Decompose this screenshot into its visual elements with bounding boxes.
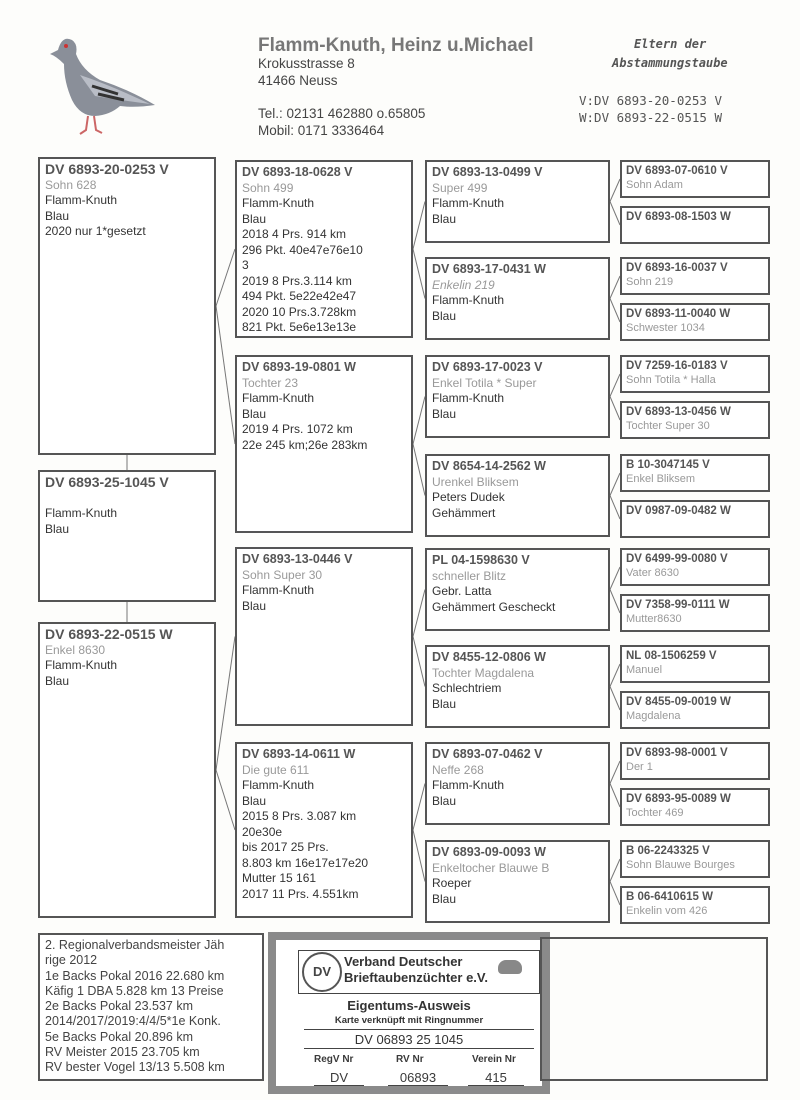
subject-box: [38, 470, 216, 602]
pigeon-name: Sohn Super 30: [242, 567, 323, 582]
detail-line: Flamm-Knuth: [432, 778, 505, 792]
card-header-regv: RegV Nr: [314, 1054, 354, 1065]
detail-line: 2019 4 Prs. 1072 km: [242, 422, 353, 436]
card-title: Eigentums-Ausweis: [347, 998, 471, 1013]
great-great-grandparent-box: [620, 206, 770, 244]
detail-line: 2020 10 Prs.3.728km: [242, 304, 357, 319]
achievement-line: 2e Backs Pokal 23.537 km: [45, 999, 193, 1014]
card-org-line-1: Verband Deutscher: [344, 954, 463, 969]
connector-line: [610, 179, 620, 202]
detail-line: 20e30e: [242, 824, 283, 839]
vdbt-logo-icon: DV: [302, 952, 342, 992]
pigeon-name: Tochter Super 30: [626, 420, 710, 432]
ring-number: NL 08-1506259 V: [626, 650, 717, 662]
owner-city: 41466 Neuss: [258, 73, 338, 88]
connector-line: [413, 249, 425, 299]
detail-line: Flamm-Knuth: [432, 391, 505, 405]
card-value-verein: 415: [468, 1070, 524, 1086]
great-great-grandparent-box: [620, 160, 770, 198]
card-subtitle: Karte verknüpft mit Ringnummer: [334, 1015, 484, 1026]
detail-line: Flamm-Knuth: [432, 196, 505, 210]
grandparent-box: [235, 355, 413, 533]
great-great-grandparent-box: [620, 691, 770, 729]
pigeon-name: Enkelin vom 426: [626, 905, 708, 917]
connector-line: [610, 761, 620, 784]
grandparent-box: [235, 160, 413, 338]
connector-line: [610, 374, 620, 397]
connector-line: [610, 687, 620, 711]
great-great-grandparent-box: [620, 257, 770, 295]
card-value-rv: 06893: [388, 1070, 448, 1086]
great-grandparent-box: [425, 548, 610, 631]
owner-street: Krokusstrasse 8: [258, 56, 355, 71]
achievements-box: [38, 933, 264, 1081]
detail-line: Blau: [242, 598, 267, 613]
detail-line: Blau: [432, 696, 457, 711]
connector-line: [610, 397, 620, 421]
connector-line: [413, 202, 425, 250]
pigeon-name: Enkel Totila * Super: [432, 375, 537, 390]
ring-number: DV 8654-14-2562 W: [432, 459, 546, 473]
card-org-line-2: Brieftaubenzüchter e.V.: [344, 970, 489, 985]
detail-line: Mutter 15 161: [242, 871, 317, 885]
achievement-line: rige 2012: [45, 953, 98, 968]
detail-line: bis 2017 25 Prs.: [242, 840, 329, 854]
ring-number: DV 7358-99-0111 W: [626, 599, 730, 611]
great-grandparent-box: [425, 160, 610, 243]
dam-box: [38, 622, 216, 918]
detail-line: 2019 8 Prs.3.114 km: [242, 273, 352, 288]
pigeon-name: Vater 8630: [626, 567, 680, 579]
ring-number: DV 6893-08-1503 W: [626, 211, 731, 223]
card-header-rv: RV Nr: [396, 1054, 424, 1065]
connector-line: [610, 784, 620, 808]
pigeon-name: Enkel Bliksem: [626, 473, 696, 485]
detail-line: Blau: [242, 793, 267, 808]
detail-line: Peters Dudek: [432, 490, 505, 504]
connector-line: [610, 276, 620, 299]
detail-line: Flamm-Knuth: [45, 658, 118, 672]
detail-line: Schlechtriem: [432, 681, 502, 695]
connector-line: [413, 784, 425, 831]
card-ring-number: DV 06893 25 1045: [354, 1032, 464, 1047]
ring-number: DV 6893-18-0628 V: [242, 165, 353, 179]
connector-line: [413, 830, 425, 882]
detail-line: Blau: [45, 673, 70, 688]
ring-number: DV 6893-19-0801 W: [242, 360, 356, 374]
connector-line: [216, 637, 235, 771]
great-great-grandparent-box: [620, 840, 770, 878]
ring-number: DV 6893-07-0610 V: [626, 165, 728, 177]
great-great-grandparent-box: [620, 303, 770, 341]
detail-line: 2020 nur 1*gesetzt: [45, 224, 146, 238]
detail-line: Blau: [45, 521, 70, 536]
ring-number: DV 6893-11-0040 W: [626, 308, 731, 320]
achievement-line: 1e Backs Pokal 2016 22.680 km: [45, 968, 225, 983]
pigeon-name: Mutter8630: [626, 613, 682, 625]
pigeon-name: Super 499: [432, 180, 488, 195]
detail-line: Flamm-Knuth: [242, 196, 315, 210]
detail-line: 3: [242, 258, 249, 272]
connector-line: [610, 859, 620, 882]
card-header-verein: Verein Nr: [472, 1054, 516, 1065]
ring-number: DV 6893-07-0462 V: [432, 747, 543, 761]
pigeon-name: Sohn 628: [45, 177, 97, 192]
sire-box: [38, 157, 216, 455]
ring-number: DV 8455-09-0019 W: [626, 696, 731, 708]
great-great-grandparent-box: [620, 401, 770, 439]
connector-line: [216, 249, 235, 306]
connector-line: [610, 299, 620, 323]
connector-line: [413, 590, 425, 637]
connector-line: [413, 397, 425, 445]
great-grandparent-box: [425, 257, 610, 340]
ring-number: DV 0987-09-0482 W: [626, 505, 731, 517]
detail-line: Blau: [242, 406, 267, 421]
ring-number: DV 6893-20-0253 V: [45, 161, 169, 177]
ring-number: B 06-6410615 W: [626, 891, 713, 903]
detail-line: 22e 245 km;26e 283km: [242, 437, 368, 452]
ring-number: DV 6893-14-0611 W: [242, 747, 356, 761]
connector-line: [216, 770, 235, 830]
great-great-grandparent-box: [620, 355, 770, 393]
ring-number: DV 6893-17-0023 V: [432, 360, 543, 374]
ring-number: DV 6893-09-0093 W: [432, 845, 546, 859]
achievement-line: RV bester Vogel 13/13 5.508 km: [45, 1060, 225, 1075]
pigeon-name: schneller Blitz: [432, 568, 507, 583]
great-grandparent-box: [425, 645, 610, 728]
ring-number: B 10-3047145 V: [626, 459, 710, 471]
great-great-grandparent-box: [620, 645, 770, 683]
ring-number: DV 6893-13-0499 V: [432, 165, 543, 179]
detail-line: Blau: [432, 308, 457, 323]
connector-line: [610, 496, 620, 520]
ring-number: B 06-2243325 V: [626, 845, 710, 857]
detail-line: Blau: [242, 211, 267, 226]
pigeon-name: Tochter 23: [242, 375, 299, 390]
pigeon-name: Sohn 499: [242, 180, 294, 195]
detail-line: Gebr. Latta: [432, 584, 492, 598]
achievement-line: Käfig 1 DBA 5.828 km 13 Preise: [45, 983, 224, 998]
pigeon-name: Neffe 268: [432, 762, 484, 777]
connector-line: [610, 473, 620, 496]
ring-number: DV 6893-95-0089 W: [626, 793, 731, 805]
ring-number: DV 6893-17-0431 W: [432, 262, 546, 276]
great-grandparent-box: [425, 742, 610, 825]
detail-line: Gehämmert Gescheckt: [432, 599, 556, 614]
great-grandparent-box: [425, 840, 610, 923]
pigeon-name: Manuel: [626, 664, 663, 676]
connector-line: [610, 590, 620, 614]
connector-line: [610, 882, 620, 906]
achievement-line: 2014/2017/2019:4/4/5*1e Konk.: [45, 1014, 221, 1029]
connector-line: [610, 202, 620, 226]
connector-line: [610, 567, 620, 590]
grandparent-box: [235, 547, 413, 726]
detail-line: Flamm-Knuth: [242, 583, 315, 597]
detail-line: Blau: [432, 211, 457, 226]
achievement-line: 2. Regionalverbandsmeister Jäh: [45, 938, 225, 952]
pigeon-name: Sohn Blauwe Bourges: [626, 859, 735, 871]
ring-number: DV 7259-16-0183 V: [626, 360, 728, 372]
pigeon-name: Sohn 219: [626, 276, 674, 288]
mother-ring: W:DV 6893-22-0515 W: [579, 110, 722, 125]
achievement-line: 5e Backs Pokal 20.896 km: [45, 1029, 193, 1044]
connector-line: [610, 664, 620, 687]
great-great-grandparent-box: [620, 788, 770, 826]
great-great-grandparent-box: [620, 548, 770, 586]
pigeon-name: Die gute 611: [242, 762, 310, 777]
owner-mobile: Mobil: 0171 3336464: [258, 123, 385, 138]
pigeon-name: Schwester 1034: [626, 322, 705, 334]
pigeon-name: Magdalena: [626, 710, 681, 722]
pigeon-name: Enkelin 219: [432, 277, 495, 292]
father-ring: V:DV 6893-20-0253 V: [579, 93, 722, 108]
detail-line: Roeper: [432, 876, 472, 890]
detail-line: 821 Pkt. 5e6e13e13e: [242, 320, 357, 334]
detail-line: Blau: [432, 891, 457, 906]
pigeon-name: Enkel 8630: [45, 642, 106, 657]
ring-number: PL 04-1598630 V: [432, 553, 530, 567]
detail-line: Blau: [432, 406, 457, 421]
great-grandparent-box: [425, 355, 610, 438]
empty-notes-box: [540, 937, 768, 1081]
great-great-grandparent-box: [620, 742, 770, 780]
great-great-grandparent-box: [620, 454, 770, 492]
pigeon-name: Der 1: [626, 761, 653, 773]
detail-line: Flamm-Knuth: [45, 506, 118, 520]
detail-line: Blau: [45, 208, 70, 223]
great-great-grandparent-box: [620, 594, 770, 632]
parents-title-2: Abstammungstaube: [612, 56, 728, 70]
owner-phone: Tel.: 02131 462880 o.65805: [258, 106, 426, 121]
detail-line: Flamm-Knuth: [242, 391, 315, 405]
pigeon-name: Urenkel Bliksem: [432, 474, 519, 489]
ring-number: DV 8455-12-0806 W: [432, 650, 546, 664]
connector-line: [413, 444, 425, 496]
connector-line: [413, 637, 425, 687]
detail-line: Gehämmert: [432, 505, 496, 520]
ring-number: DV 6499-99-0080 V: [626, 553, 728, 565]
owner-name: Flamm-Knuth, Heinz u.Michael: [258, 35, 534, 56]
detail-line: 2017 11 Prs. 4.551km: [242, 886, 359, 901]
detail-line: 2018 4 Prs. 914 km: [242, 227, 347, 241]
pigeon-name: Enkeltocher Blauwe B: [432, 860, 550, 875]
detail-line: 8.803 km 16e17e17e20: [242, 855, 369, 870]
pigeon-name: Tochter Magdalena: [432, 665, 535, 680]
ring-number: DV 6893-25-1045 V: [45, 474, 169, 490]
ring-number: DV 6893-13-0446 V: [242, 552, 353, 566]
ring-number: DV 6893-16-0037 V: [626, 262, 728, 274]
pigeon-small-icon: [498, 960, 522, 974]
detail-line: 494 Pkt. 5e22e42e47: [242, 289, 357, 303]
detail-line: Blau: [432, 793, 457, 808]
ring-number: DV 6893-22-0515 W: [45, 626, 173, 642]
detail-line: Flamm-Knuth: [45, 193, 118, 207]
detail-line: Flamm-Knuth: [242, 778, 315, 792]
connector-line: [216, 306, 235, 444]
grandparent-box: [235, 742, 413, 918]
ring-number: DV 6893-98-0001 V: [626, 747, 728, 759]
detail-line: 296 Pkt. 40e47e76e10: [242, 242, 363, 257]
ring-number: DV 6893-13-0456 W: [626, 406, 731, 418]
card-value-regv: DV: [314, 1070, 364, 1086]
parents-title: Eltern der: [634, 37, 707, 51]
detail-line: 2015 8 Prs. 3.087 km: [242, 809, 357, 823]
detail-line: Flamm-Knuth: [432, 293, 505, 307]
achievement-line: RV Meister 2015 23.705 km: [45, 1045, 200, 1060]
ownership-card: [268, 932, 550, 1094]
great-great-grandparent-box: [620, 886, 770, 924]
great-great-grandparent-box: [620, 500, 770, 538]
pigeon-name: Sohn Totila * Halla: [626, 374, 716, 386]
pigeon-name: [45, 491, 209, 507]
great-grandparent-box: [425, 454, 610, 537]
pigeon-name: Tochter 469: [626, 807, 684, 819]
pigeon-name: Sohn Adam: [626, 179, 683, 191]
